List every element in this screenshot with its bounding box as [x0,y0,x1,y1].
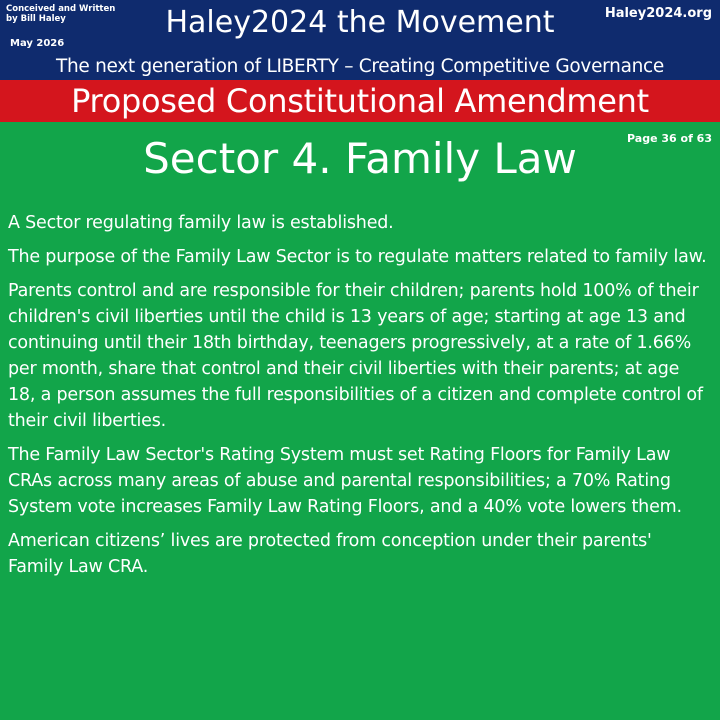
paragraph: Parents control and are responsible for their children; parents hold 100% of their children's civil liberties until the child is 13 years of age; starting at age 13 and continuing until their 18th birthday, teenagers progressively, at a rate of 1.66% per month, share that control and their civil liberties with their parents; at age 18, a person assumes the full responsibilities of a citizen and complete control of their civil liberties. [8,281,703,431]
amendment-title: Proposed Constitutional Amendment [71,82,649,120]
content-body [8,210,708,588]
amendment-banner [0,80,720,122]
movement-title: Haley2024 the Movement [165,5,555,40]
paragraph: A Sector regulating family law is established. [8,213,394,233]
credit-line-1: Conceived and Written [6,4,116,14]
paragraph: American citizens’ lives are protected from conception under their parents' Family Law CRA. [8,531,652,577]
publish-date: May 2026 [10,38,65,49]
credit-line-2: by Bill Haley [6,14,66,24]
header [0,0,720,80]
paragraph: The purpose of the Family Law Sector is to regulate matters related to family law. [8,247,707,267]
section-title: Sector 4. Family Law [143,134,577,183]
page-number: Page 36 of 63 [627,132,712,145]
site-link[interactable]: Haley2024.org [604,6,712,21]
tagline: The next generation of LIBERTY – Creating Competitive Governance [56,56,664,77]
paragraph: The Family Law Sector's Rating System must set Rating Floors for Family Law CRAs across many areas of abuse and parental responsibilities; a 70% Rating System vote increases Family Law Rating Floors, and a 40% vote lowers them. [8,445,682,517]
